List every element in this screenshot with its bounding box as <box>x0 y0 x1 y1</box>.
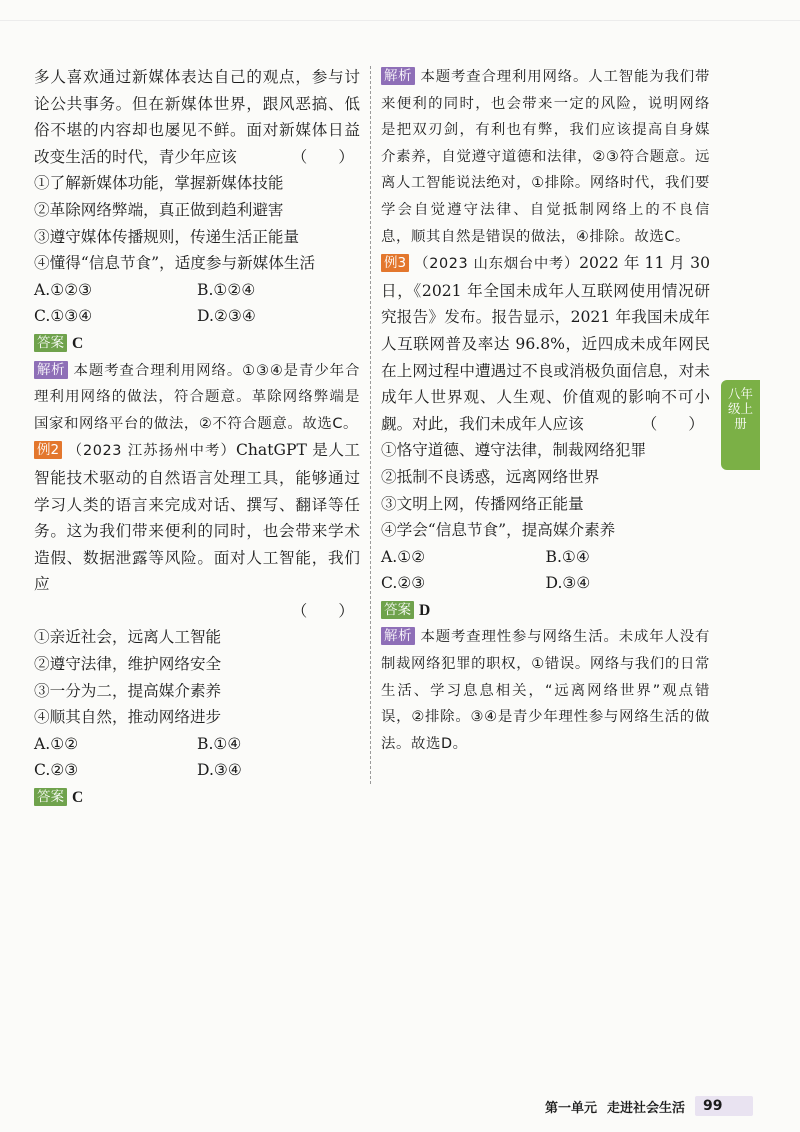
unit-label: 第一单元 <box>545 1100 598 1116</box>
option-a: A.①② <box>381 547 426 566</box>
option-d: D.③④ <box>545 574 591 593</box>
example-tag: 例3 <box>381 254 409 272</box>
question-1-item-1: ①了解新媒体功能，掌握新媒体技能 <box>34 174 284 193</box>
question-2-stem <box>34 437 360 598</box>
question-3-stem <box>381 250 710 437</box>
left-column <box>34 64 360 812</box>
question-1-item-3: ③遵守媒体传播规则，传递生活正能量 <box>34 227 300 246</box>
option-d: D.③④ <box>197 761 242 780</box>
question-3-options-row-1 <box>381 544 710 571</box>
question-3-source: （2023 山东烟台中考） <box>414 256 580 273</box>
page-footer <box>545 1095 753 1117</box>
page-edge-line <box>0 20 800 21</box>
side-tab-line-3: 册 <box>734 416 747 431</box>
analysis-text: 本题考查理性参与网络生活。未成年人没有制裁网络犯罪的职权，①错误。网络与我们的日常生活、学习息息相关，“远离网络世界”观点错误，②排除。③④是青少年理性参与网络生活的做法。故选D。 <box>381 629 710 752</box>
question-1-answer <box>34 330 360 358</box>
question-2-source: （2023 江苏扬州中考） <box>67 443 236 460</box>
question-3-item-2: ②抵制不良诱惑，远离网络世界 <box>381 467 600 486</box>
question-1-stem-text: 多人喜欢通过新媒体表达自己的观点，参与讨论公共事务。但在新媒体世界，跟风恶搞、低俗不堪的内容却也屡见不鲜。面对新媒体日益改变生活的时代，青少年应该 <box>34 68 360 166</box>
answer-bracket: （ ） <box>291 147 354 166</box>
option-c: C.②③ <box>381 574 426 593</box>
question-2-item-4: ④顺其自然，推动网络进步 <box>34 708 222 727</box>
question-1-item-4: ④懂得“信息节食”，适度参与新媒体生活 <box>34 254 316 273</box>
question-2-item-2: ②遵守法律，维护网络安全 <box>34 655 222 674</box>
question-1-analysis <box>34 358 360 438</box>
analysis-tag: 解析 <box>381 627 415 645</box>
analysis-tag: 解析 <box>34 361 68 379</box>
example-tag: 例2 <box>34 441 62 459</box>
side-tab-line-1: 八年 <box>727 386 753 401</box>
question-1-options-row-2 <box>34 303 360 330</box>
analysis-tag: 解析 <box>381 67 415 85</box>
question-2-analysis <box>381 64 710 250</box>
analysis-text: 本题考查合理利用网络。①③④是青少年合理利用网络的做法，符合题意。革除网络弊端是国家和网络平台的做法，②不符合题意。故选C。 <box>34 362 360 432</box>
question-3-item-4: ④学会“信息节食”，提高媒介素养 <box>381 521 616 540</box>
question-2-options-row-1 <box>34 731 360 758</box>
answer-tag: 答案 <box>34 788 67 806</box>
question-1-item-2: ②革除网络弊端，真正做到趋利避害 <box>34 200 284 219</box>
option-b: B.①②④ <box>197 280 256 299</box>
question-1-stem <box>34 64 360 170</box>
answer-letter: C <box>72 789 84 807</box>
answer-letter: D <box>419 601 431 619</box>
option-d: D.②③④ <box>197 307 256 326</box>
side-tab-line-2: 级上 <box>727 401 753 416</box>
option-c: C.②③ <box>34 761 79 780</box>
question-2-options-row-2 <box>34 757 360 784</box>
answer-tag: 答案 <box>34 334 67 352</box>
right-column <box>381 64 710 757</box>
option-c: C.①③④ <box>34 307 93 326</box>
question-2-item-1: ①亲近社会，远离人工智能 <box>34 628 222 647</box>
page-number: 99 <box>695 1096 752 1116</box>
answer-tag: 答案 <box>381 601 414 619</box>
unit-title: 走进社会生活 <box>607 1100 686 1116</box>
question-3-analysis <box>381 624 710 757</box>
question-3-stem-text: 2022 年 11 月 30 日，《2021 年全国未成年人互联网使用情况研究报告》发布。报告显示，2021 年我国未成年人互联网普及率达 96.8%，近四成未成年网民在上网过程中遭遇过不良或消极负面信息，对未成年人世界观、人生观、价值观的影响不可小觑。对此，我们未成年人应该 <box>381 254 710 433</box>
answer-bracket: （ ） <box>641 414 704 433</box>
option-a: A.①② <box>34 734 79 753</box>
question-3-item-1: ①恪守道德、遵守法律，制裁网络犯罪 <box>381 441 647 460</box>
question-2-stem-text: ChatGPT 是人工智能技术驱动的自然语言处理工具，能够通过学习人类的语言来完成对话、撰写、翻译等任务。这为我们带来便利的同时，也会带来学术造假、数据泄露等风险。面对人工智能，我们应 <box>34 441 360 594</box>
option-a: A.①②③ <box>34 280 93 299</box>
option-b: B.①④ <box>545 547 590 566</box>
question-2-answer <box>34 784 360 812</box>
question-3-options-row-2 <box>381 570 710 597</box>
question-2-item-3: ③一分为二，提高媒介素养 <box>34 681 222 700</box>
answer-bracket: （ ） <box>291 601 354 620</box>
question-3-item-3: ③文明上网，传播网络正能量 <box>381 494 584 513</box>
grade-side-tab <box>721 380 760 470</box>
column-divider <box>370 66 371 784</box>
analysis-text: 本题考查合理利用网络。人工智能为我们带来便利的同时，也会带来一定的风险，说明网络是把双刃剑，有利也有弊，我们应该提高自身媒介素养，自觉遵守道德和法律，②③符合题意。远离人工智能说法绝对，①排除。网络时代，我们要学会自觉遵守法律、自觉抵制网络上的不良信息，顺其自然是错误的做法，④排除。故选C。 <box>381 69 710 245</box>
option-b: B.①④ <box>197 734 242 753</box>
answer-letter: C <box>72 334 84 352</box>
question-3-answer <box>381 597 710 625</box>
question-1-options-row-1 <box>34 277 360 304</box>
